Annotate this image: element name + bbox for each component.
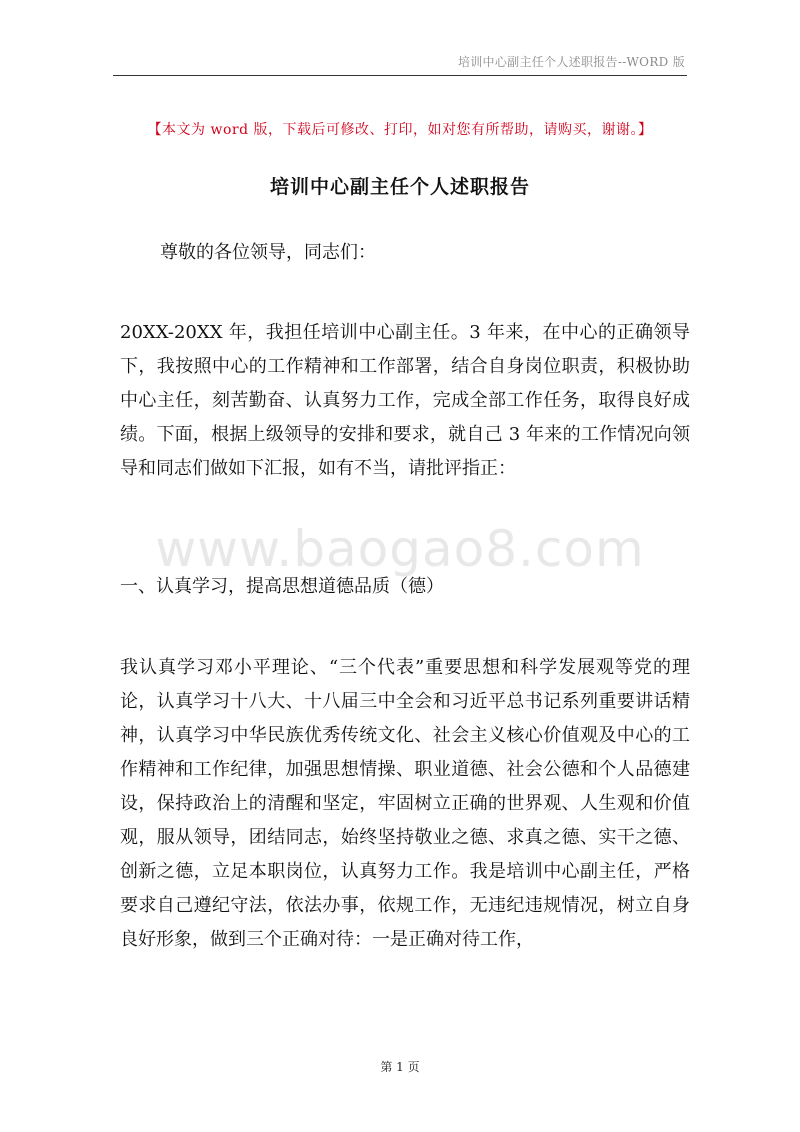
intro-paragraph: [120, 316, 690, 486]
intro-text: 20XX-20XX 年，我担任培训中心副主任。3 年来，在中心的正确领导下，我按照中心的工作精神和工作部署，结合自身岗位职责，积极协助中心主任，刻苦勤奋、认真努力工作，完成全部工作任务，取得良好成绩。下面，根据上级领导的安排和要求，就自己 3 年来的工作情况向领导和同志们做如下汇报，如有不当，请批评指正：: [120, 322, 690, 479]
section-heading: [120, 570, 690, 604]
greeting-text: 尊敬的各位领导，同志们：: [160, 242, 376, 263]
section-body-paragraph: [120, 651, 690, 957]
purchase-notice: 【本文为 word 版，下载后可修改、打印，如对您有所帮助，请购买，谢谢。】: [147, 122, 653, 138]
section-heading-text: 一、认真学习，提高思想道德品质（德）: [120, 576, 444, 597]
header-divider: [113, 75, 687, 76]
page-number: 第 1 页: [380, 1060, 420, 1074]
watermark-text: www.baogao8.com: [155, 520, 645, 578]
section-body-text: 我认真学习邓小平理论、“三个代表”重要思想和科学发展观等党的理论，认真学习十八大、十八届三中全会和习近平总书记系列重要讲话精神，认真学习中华民族优秀传统文化、社会主义核心价值观及中心的工作精神和工作纪律，加强思想情操、职业道德、社会公德和个人品德建设，保持政治上的清醒和坚定，牢固树立正确的世界观、人生观和价值观，服从领导，团结同志，始终坚持敬业之德、求真之德、实干之德、创新之德，立足本职岗位，认真努力工作。我是培训中心副主任，严格要求自己遵纪守法，依法办事，依规工作，无违纪违规情况，树立自身良好形象，做到三个正确对待：一是正确对待工作，: [120, 657, 690, 950]
document-title: 培训中心副主任个人述职报告: [269, 176, 530, 198]
greeting-paragraph: [160, 236, 730, 270]
running-header: 培训中心副主任个人述职报告--WORD 版: [457, 55, 685, 69]
